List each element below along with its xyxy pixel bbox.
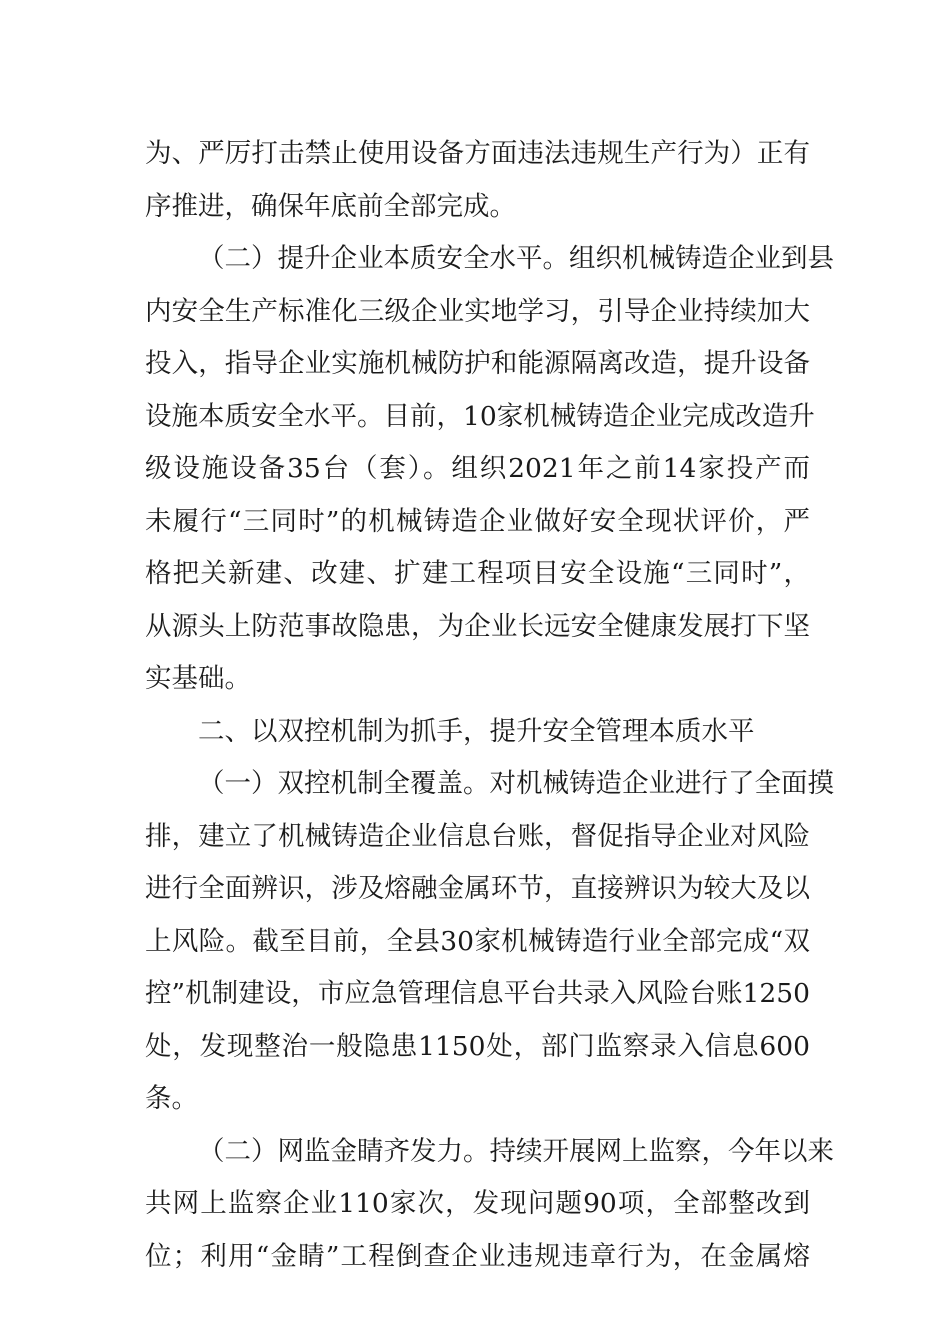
text-line: 序推进，确保年底前全部完成。 [145,190,516,222]
text-line: 进行全面辨识，涉及熔融金属环节，直接辨识为较大及以 [145,873,810,904]
body-text [145,128,834,1283]
text-line: 排，建立了机械铸造企业信息台账，督促指导企业对风险 [145,820,810,852]
text-line: 投入，指导企业实施机械防护和能源隔离改造，提升设备 [145,348,810,379]
text-line: 设施本质安全水平。目前，10家机械铸造企业完成改造升 [145,400,815,432]
text-line: 为、严厉打击禁止使用设备方面违法违规生产行为）正有 [145,138,810,169]
text-line: 级设施设备35台（套）。组织2021年之前14家投产而 [145,453,810,484]
text-line: 格把关新建、改建、扩建工程项目安全设施“三同时”， [145,558,810,589]
section-heading: 二、以双控机制为抓手，提升安全管理本质水平 [198,715,755,747]
text-line: 从源头上防范事故隐患，为企业长远安全健康发展打下坚 [145,610,810,642]
text-line: 条。 [145,1083,198,1114]
paragraph-heading-line: （一）双控机制全覆盖。对机械铸造企业进行了全面摸 [198,768,834,799]
text-line: 内安全生产标准化三级企业实地学习，引导企业持续加大 [145,295,810,327]
paragraph-heading-line: （二）提升企业本质安全水平。组织机械铸造企业到县 [198,243,834,274]
text-line: 共网上监察企业110家次，发现问题90项，全部整改到 [145,1188,810,1219]
text-line: 未履行“三同时”的机械铸造企业做好安全现状评价，严 [145,505,810,537]
paragraph-heading-line: （二）网监金睛齐发力。持续开展网上监察，今年以来 [198,1135,834,1167]
text-line: 控”机制建设，市应急管理信息平台共录入风险台账1250 [145,978,810,1009]
text-line: 实基础。 [145,663,251,694]
text-line: 上风险。截至目前，全县30家机械铸造行业全部完成“双 [145,925,810,957]
text-line: 处，发现整治一般隐患1150处，部门监察录入信息600 [145,1030,810,1062]
text-line: 位；利用“金睛”工程倒查企业违规违章行为，在金属熔 [145,1240,810,1272]
